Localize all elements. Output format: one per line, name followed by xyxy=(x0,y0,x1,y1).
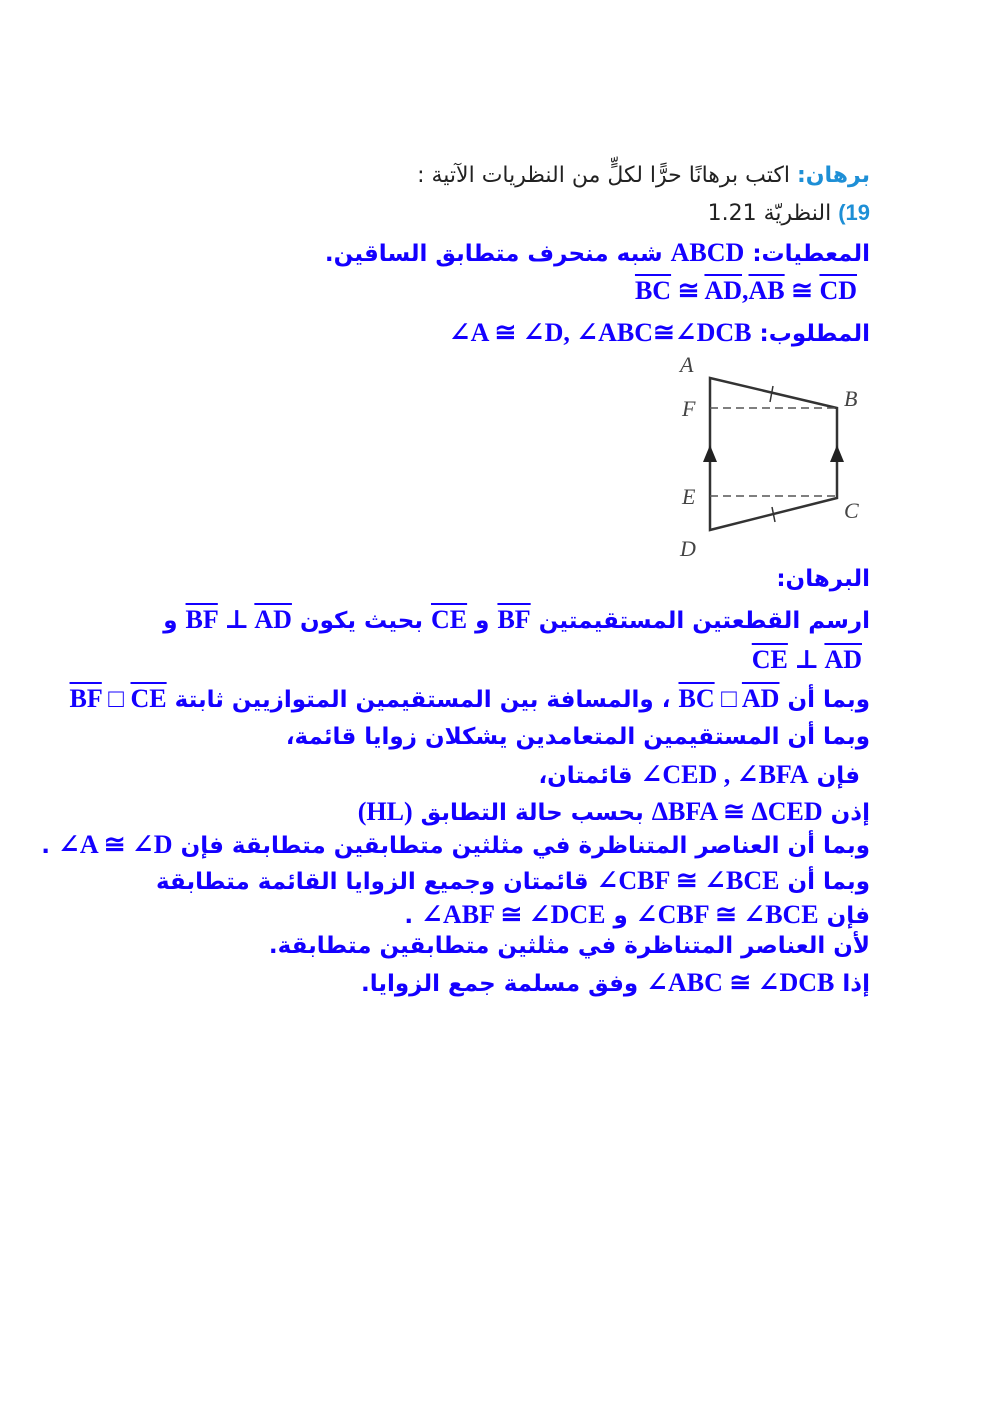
segment-bf-label-3: $\overline{BF}$ xyxy=(69,684,102,713)
proof-l3-math1 xyxy=(678,684,779,714)
trapezoid-outline xyxy=(710,378,837,530)
proof-title: البرهان: xyxy=(776,566,870,592)
proof-l5-text: قائمتان، xyxy=(538,763,633,789)
proof-l11-math: ∠ABC ≅ ∠DCB xyxy=(646,968,835,997)
segment-ad: $\overline{AD}$ xyxy=(704,276,743,305)
exercise-theorem: النظريّة 1.21 xyxy=(707,201,832,226)
proof-l9-and: و xyxy=(613,903,628,929)
proof-line-5 xyxy=(538,760,860,790)
proof-l6-thus: إذن xyxy=(830,800,870,826)
proof-line-4: وبما أن المستقيمين المتعامدين يشكلان زوايا قائمة، xyxy=(285,724,870,750)
required-part2: ∠ABC≅∠DCB xyxy=(576,318,752,347)
segment-ad-label-3: $\overline{AD}$ xyxy=(741,684,780,713)
proof-line-10: لأن العناصر المتناظرة في مثلثين متطابقين متطابقة. xyxy=(268,933,870,959)
proof-l8-text: قائمتان وجميع الزوايا القائمة متطابقة xyxy=(155,869,589,895)
segment-bf-label-2: $\overline{BF}$ xyxy=(185,605,218,634)
proof-l1-text: ارسم القطعتين المستقيمتين xyxy=(538,608,870,634)
given-text: شبه منحرف متطابق الساقين. xyxy=(324,241,663,267)
congruent-symbol-2: ≅ xyxy=(791,276,813,305)
label-f: F xyxy=(682,396,696,421)
proof-and-2: و xyxy=(163,608,178,634)
segment-ce-label-3: $\overline{CE}$ xyxy=(130,684,167,713)
proof-l7-period: . xyxy=(41,833,51,859)
label-d: D xyxy=(680,536,696,561)
label-e: E xyxy=(682,484,696,509)
proof-l6-hl: (HL) xyxy=(357,797,413,826)
proof-l7-text: وبما أن العناصر المتناظرة في مثلثين متطابقين متطابقة فإن xyxy=(180,833,870,859)
given-line xyxy=(325,238,870,268)
parallel-box-2: □ xyxy=(108,684,125,713)
given-shape: ABCD xyxy=(670,238,745,267)
proof-line-2 xyxy=(752,645,862,675)
proof-l11-text: وفق مسلمة جمع الزوايا. xyxy=(360,971,639,997)
proof-line-8 xyxy=(156,866,870,896)
proof-l3-math2 xyxy=(70,684,167,714)
proof-l5-then: فإن xyxy=(816,763,860,789)
segment-ce-label: $\overline{CE}$ xyxy=(430,605,468,634)
segment-ad-label: $\overline{AD}$ xyxy=(254,605,292,634)
given-segments xyxy=(635,276,857,306)
proof-l6-text: بحسب حالة التطابق xyxy=(420,800,644,826)
proof-l7-math: ∠A ≅ ∠D xyxy=(58,830,173,859)
exercise-line xyxy=(708,200,870,226)
header-label: برهان: xyxy=(796,163,870,188)
header-line xyxy=(417,163,870,188)
trapezoid-figure xyxy=(672,350,872,565)
segment-ad-label-2: $\overline{AD}$ xyxy=(824,645,862,674)
required-part1: ∠A ≅ ∠D, xyxy=(448,318,570,347)
required-label: المطلوب: xyxy=(759,321,870,347)
proof-l1-where: بحيث يكون xyxy=(299,608,423,634)
label-a: A xyxy=(680,352,694,377)
proof-line-9 xyxy=(404,900,870,930)
required-math xyxy=(449,318,752,348)
proof-l5-math: ∠CED , ∠BFA xyxy=(640,760,809,789)
label-b: B xyxy=(844,386,858,411)
given-label: المعطيات: xyxy=(752,241,870,267)
proof-l6-math: ΔBFA ≅ ΔCED xyxy=(651,797,823,826)
proof-l3-text: ، والمسافة بين المستقيمين المتوازيين ثابتة xyxy=(174,687,671,713)
segment-ab: $\overline{AB}$ xyxy=(748,276,785,305)
segment-bc-label: $\overline{BC}$ xyxy=(678,684,715,713)
proof-l3-since: وبما أن xyxy=(787,687,870,713)
proof-l2-math xyxy=(752,645,862,675)
segment-cd: $\overline{CD}$ xyxy=(819,276,857,305)
proof-l8-math: ∠CBF ≅ ∠BCE xyxy=(596,866,780,895)
proof-line-3 xyxy=(70,684,870,714)
required-line xyxy=(449,318,870,348)
comma: , xyxy=(742,276,749,305)
proof-line-6 xyxy=(358,797,870,827)
proof-line-11 xyxy=(361,968,870,998)
proof-l9-period: . xyxy=(404,903,414,929)
exercise-number: 19) xyxy=(838,200,870,225)
proof-l9-math2: ∠ABF ≅ ∠DCE xyxy=(421,900,606,929)
proof-l9-then: فإن xyxy=(826,903,870,929)
perp-symbol: ⊥ xyxy=(224,605,250,634)
congruent-symbol: ≅ xyxy=(677,276,700,305)
perp-symbol-2: ⊥ xyxy=(794,645,820,674)
proof-line-1 xyxy=(163,605,870,635)
segment-bc: $\overline{BC}$ xyxy=(634,276,672,305)
segment-ce-label-2: $\overline{CE}$ xyxy=(751,645,788,674)
proof-and: و xyxy=(475,608,490,634)
arrow-ad xyxy=(703,445,717,462)
parallel-box: □ xyxy=(721,684,737,713)
proof-line-7 xyxy=(41,830,870,860)
proof-l11-thus: إذا xyxy=(842,971,870,997)
label-c: C xyxy=(844,498,859,523)
segment-bf-label: $\overline{BF}$ xyxy=(497,605,531,634)
given-segment-math xyxy=(635,276,857,306)
proof-l8-since: وبما أن xyxy=(787,869,870,895)
proof-l1-math xyxy=(186,605,292,635)
header-instruction: اكتب برهانًا حرًّا لكلٍّ من النظريات الآتية : xyxy=(417,163,790,188)
arrow-bc xyxy=(830,445,844,462)
proof-l9-math1: ∠CBF ≅ ∠BCE xyxy=(635,900,819,929)
